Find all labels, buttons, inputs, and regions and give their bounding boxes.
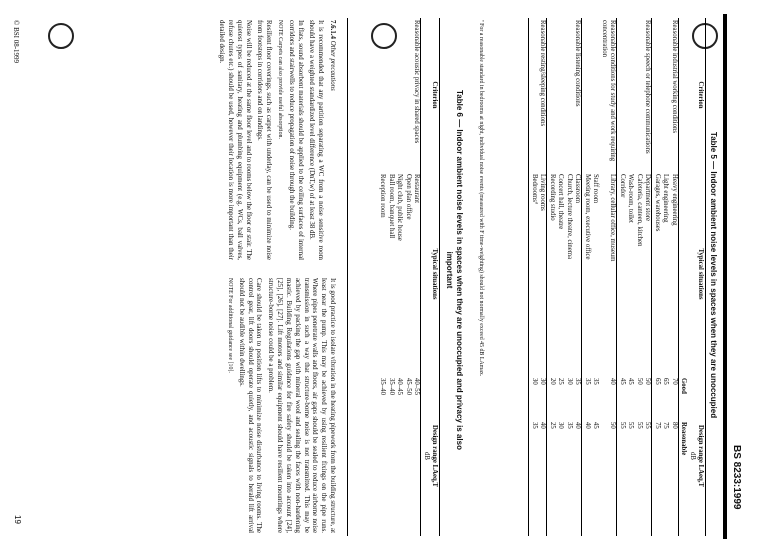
- t5-situation: Wash-room, toilet: [627, 174, 635, 223]
- table6-row: [378, 18, 386, 536]
- t5-situation: Staff room: [592, 174, 600, 204]
- t5-reasonable: 55: [618, 422, 626, 429]
- t5-situation: Classroom: [574, 174, 582, 204]
- right-column: [222, 278, 336, 533]
- right-para-1: It is good practice to isolate vibration in the heating pipework from the building structure, at least near the pump. This may be achieved by using resilient fixings on the pipe runs. Where pipes penetrate walls and floors, air gaps should be sealed to reduce airborne noise transmission in such a way that structure-borne noise is not transmitted. This may be achieved by packing the gap with mineral wool and sealing the faces with non-hardening mastic. Building Regulations guidance for fire safety should be taken into account [24], [25], [26], [27]. Lift motors and similar equipment should have resilient mountings where structure-borne noise could be a problem.: [267, 278, 336, 533]
- t5-criterion: Reasonable industrial working conditions: [670, 20, 678, 134]
- t5-good: 50: [644, 378, 652, 385]
- t5-criterion: Reasonable resting/sleeping conditions: [539, 20, 547, 127]
- t6-situation: Open plan office: [404, 174, 412, 220]
- t6-range: 45–50: [404, 378, 412, 395]
- t5-reasonable: 55: [627, 422, 635, 429]
- t5-good: 45: [618, 378, 626, 385]
- t5-good: 30: [539, 378, 547, 385]
- table5-row: [582, 18, 591, 536]
- table5-row: [547, 18, 556, 536]
- t5-reasonable: 30: [557, 422, 565, 429]
- t6-criterion: Reasonable acoustic privacy in shared spaces: [413, 20, 421, 144]
- t5-reasonable: 40: [574, 422, 582, 429]
- table5-row: [634, 18, 642, 536]
- table6-caption: Table 6 — Indoor ambient noise levels in spaces when they are unoccupied and privacy is also important: [445, 90, 464, 450]
- t5-situation: Bedroomsª: [530, 174, 538, 204]
- t5-good: 65: [653, 378, 661, 385]
- t6-range: 40–45: [396, 378, 404, 395]
- t5-reasonable: 35: [530, 422, 538, 429]
- clause-number: 7.6.1.4: [329, 20, 336, 39]
- t6-col-situations: Typical situations: [431, 248, 438, 300]
- right-para-2: Care should be taken to position lifts to minimize noise disturbance to living rooms. The control gear, lift doors should operate quietly, and acoustic signals to herald lift arrival should not be audible within dwellings.: [237, 278, 263, 533]
- t5-situation: Light engineering: [662, 174, 670, 223]
- table5-row: [669, 18, 678, 536]
- table5-row: [599, 18, 616, 536]
- t5-good: 65: [662, 378, 670, 385]
- t5-situation: Department store: [644, 174, 652, 221]
- t6-range: 35–40: [387, 378, 395, 395]
- t5-good: 70: [670, 378, 678, 385]
- left-para-2: In flats, sound absorbent materials should be applied to the ceiling surfaces of internal corridors and stairwells to reduce propagation of noise through the building.: [287, 20, 304, 260]
- clause-title: Other precautions: [329, 40, 336, 91]
- copyright: © BSI 08-1999: [12, 20, 20, 64]
- table5-caption: Table 5 — Indoor ambient noise levels in spaces when they are unoccupied: [709, 131, 718, 419]
- page-number: 19: [13, 515, 22, 524]
- t5-col-design: Design range LAeq,T: [697, 424, 704, 488]
- t5-good: 20: [548, 378, 556, 385]
- left-para-4: Noise will be reduced at the same floor level and to rooms below the floor or stair. The quietest types of sanitary, heating and plumbing equipment (e.g. WCs, ball valves, refuse chutes etc.) should be used, however their location is more important than their detailed design.: [218, 20, 252, 260]
- table5-row: [617, 18, 626, 536]
- t6-situation: Reception room: [379, 174, 387, 218]
- table5-row: [643, 18, 652, 536]
- t5-reasonable: 50: [609, 422, 617, 429]
- t5-col-unit: dB: [688, 452, 696, 460]
- t5-situation: Garages, warehouses: [653, 174, 661, 232]
- t5-good: 25: [557, 378, 565, 385]
- t5-good: 45: [627, 378, 635, 385]
- t5-col-reasonable: Reasonable: [680, 422, 688, 456]
- table5-row: [652, 18, 661, 536]
- left-column: [213, 20, 336, 260]
- t5-col-criterion: Criterion: [697, 81, 704, 109]
- t5-good: 50: [635, 378, 643, 385]
- table6-row: [395, 18, 403, 536]
- t5-criterion: Reasonable listening conditions: [574, 20, 582, 107]
- t5-good: 40: [609, 378, 617, 385]
- table5-footnote: ª For a reasonable standard in bedrooms at night, individual noise events (measured with F time-weighting) should not normally exceed 45 dB LAmax.: [478, 20, 484, 377]
- table6-row: [386, 18, 394, 536]
- t6-col-design: Design range LAeq,T dB: [422, 424, 438, 488]
- t5-col-situations: Typical situations: [697, 248, 704, 300]
- t6-range: 40–55: [413, 378, 421, 395]
- t5-situation: Heavy engineering: [670, 174, 678, 226]
- table5-row: [556, 18, 564, 536]
- t5-reasonable: 40: [583, 422, 591, 429]
- standard-number: BS 8233:1999: [731, 445, 742, 510]
- table5-row: [573, 18, 582, 536]
- left-para-1: It is recommended that any partition separating a WC from a noise sensitive room should have a weighted standardized level difference (DnT,w) of at least 38 dB.: [308, 20, 325, 260]
- t5-criterion: Reasonable conditions for study and work requiring concentration: [600, 20, 617, 162]
- t5-good: 30: [530, 378, 538, 385]
- t5-good: 35: [574, 378, 582, 385]
- t5-reasonable: 45: [592, 422, 600, 429]
- t5-col-good: Good: [680, 378, 688, 394]
- t5-reasonable: 75: [653, 422, 661, 429]
- table5-row: [538, 18, 547, 536]
- t6-situation: Night club, public house: [396, 174, 404, 241]
- table6-row: [403, 18, 411, 536]
- left-para-3: Resilient floor coverings, such as carpet with underlay, can be used to minimize noise from footsteps in corridors and on landings.: [256, 20, 273, 260]
- table5: [528, 18, 704, 536]
- table5-row: [591, 18, 599, 536]
- t6-col-criterion: Criterion: [431, 81, 438, 109]
- t5-situation: Meeting room, executive office: [583, 174, 591, 260]
- t5-reasonable: 35: [565, 422, 573, 429]
- t5-reasonable: 55: [644, 422, 652, 429]
- t5-good: 30: [565, 378, 573, 385]
- table5-row: [564, 18, 572, 536]
- table6-row: [412, 18, 421, 536]
- table5-row: [661, 18, 669, 536]
- t5-reasonable: 25: [548, 422, 556, 429]
- header-rule: [723, 14, 727, 539]
- t5-situation: Library, cellular office, museum: [609, 174, 617, 262]
- t5-reasonable: 75: [662, 422, 670, 429]
- t5-reasonable: 55: [635, 422, 643, 429]
- table6: [378, 18, 438, 536]
- t5-situation: Cafeteria, canteen, kitchen: [635, 174, 643, 247]
- t5-criterion: Reasonable speech or telephone communications: [644, 20, 652, 154]
- t6-situation: Ball room, banquet hall: [387, 174, 395, 239]
- right-note-1: NOTE For additional guidance see [10].: [226, 278, 233, 373]
- table5-row: [529, 18, 538, 536]
- t5-situation: Corridor: [618, 174, 626, 198]
- t5-good: 35: [583, 378, 591, 385]
- t5-situation: Recording studio: [548, 174, 556, 221]
- t5-situation: Church, lecture theatre, cinema: [565, 174, 573, 260]
- t5-situation: Living rooms: [539, 174, 547, 211]
- t5-reasonable: 40: [539, 422, 547, 429]
- t6-situation: Restaurant: [413, 174, 421, 204]
- t5-good: 35: [592, 378, 600, 385]
- t5-situation: Concert hall, theatre: [557, 174, 565, 230]
- t5-reasonable: 80: [670, 422, 678, 429]
- table5-row: [626, 18, 634, 536]
- left-note-1: NOTE Carpets can also provide useful absorption.: [276, 20, 283, 139]
- t6-range: 35–40: [379, 378, 387, 395]
